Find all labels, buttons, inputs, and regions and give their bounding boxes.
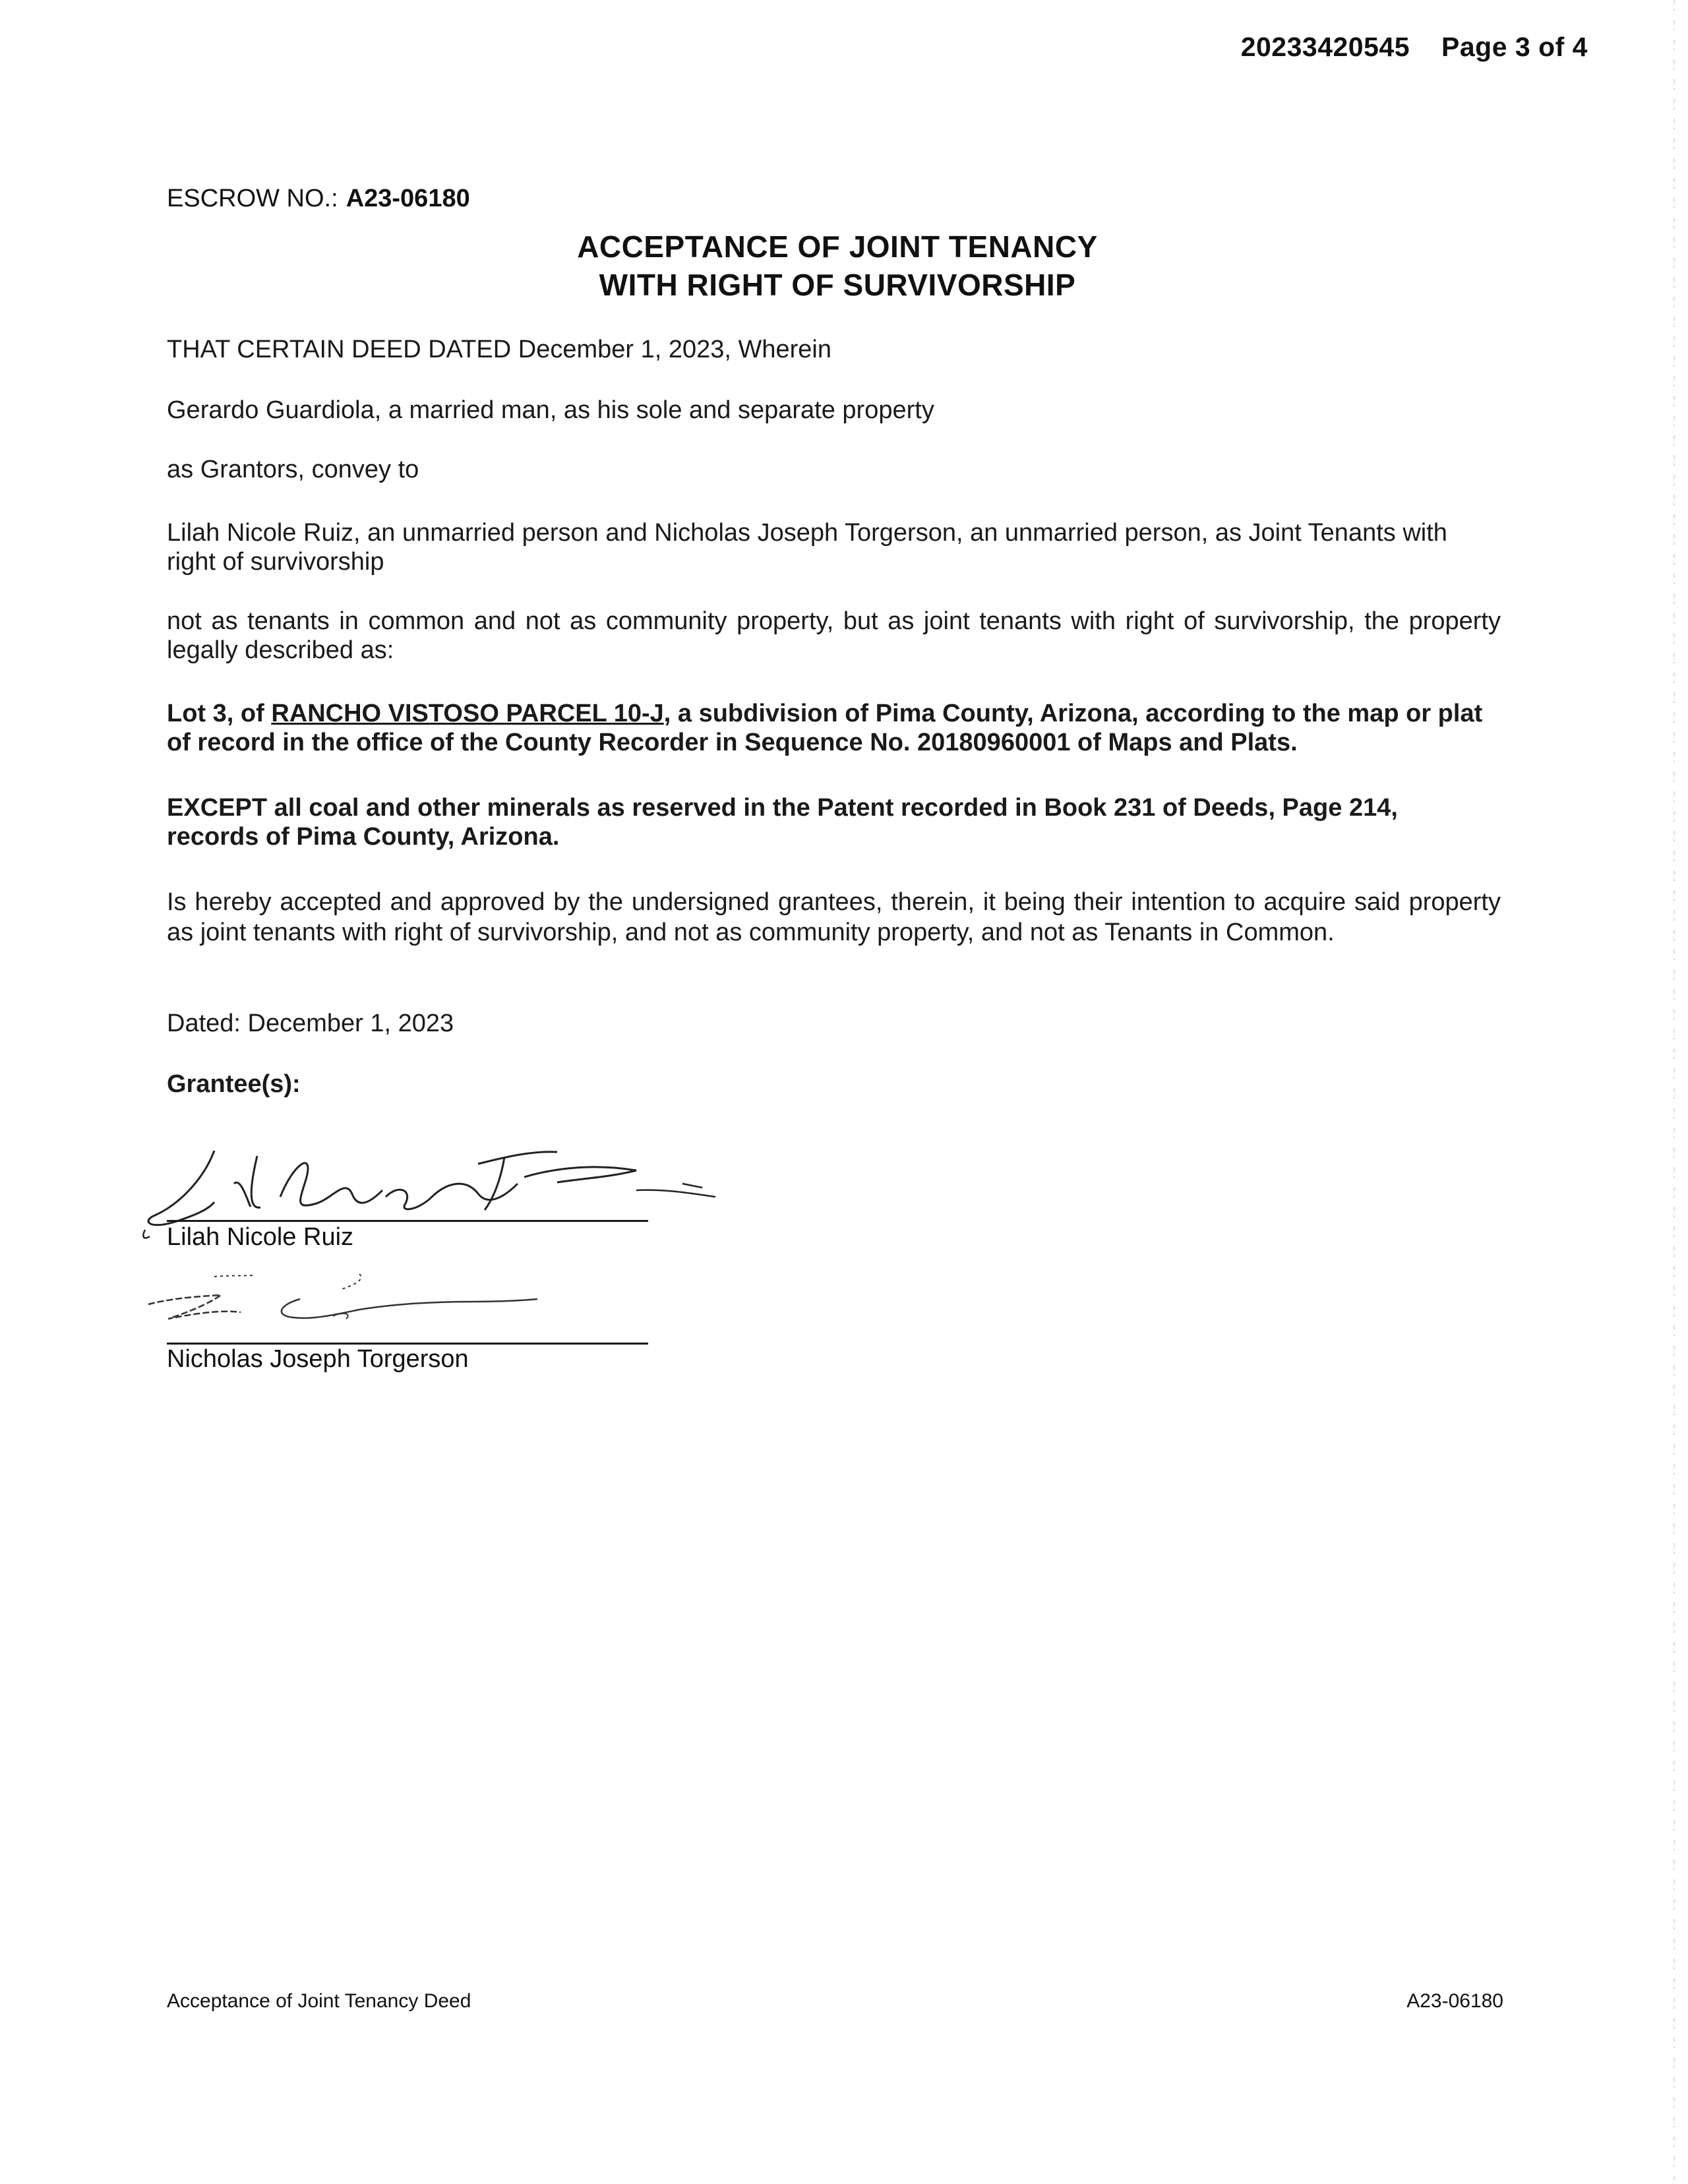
grantees-label: Grantee(s): <box>167 1070 301 1098</box>
subdivision-name: RANCHO VISTOSO PARCEL 10-J <box>271 700 664 727</box>
signature-line-1 <box>167 1220 648 1222</box>
title-line-2: WITH RIGHT OF SURVIVORSHIP <box>599 268 1076 302</box>
escrow-number <box>167 185 470 213</box>
recording-number: 20233420545 <box>1240 32 1410 62</box>
escrow-value: A23-06180 <box>346 185 470 212</box>
footer-escrow-number: A23-06180 <box>1406 1990 1503 2012</box>
except-paragraph: EXCEPT all coal and other minerals as reserved in the Patent recorded in Book 231 of Deeds, Page 214, records of Pima County, Arizona. <box>167 794 1398 851</box>
legal-suffix: , a subdivision of Pima County, Arizona, according to the map or plat of record in the office of the County Recorder in Sequence No. 20180960001 of Maps and Plats. <box>167 700 1483 756</box>
footer-document-title: Acceptance of Joint Tenancy Deed <box>167 1990 471 2012</box>
signature-nicholas-joseph-torgerson <box>142 1266 551 1339</box>
page-number: Page 3 of 4 <box>1441 32 1588 62</box>
escrow-label: ESCROW NO.: <box>167 185 338 212</box>
title-line-1: ACCEPTANCE OF JOINT TENANCY <box>577 229 1098 264</box>
deed-dated-paragraph: THAT CERTAIN DEED DATED December 1, 2023, Wherein <box>167 336 832 363</box>
grantees-paragraph: Lilah Nicole Ruiz, an unmarried person and Nicholas Joseph Torgerson, an unmarried person, as Joint Tenants with right of survivorship <box>167 519 1447 576</box>
dated-line: Dated: December 1, 2023 <box>167 1010 454 1037</box>
signature-line-2 <box>167 1343 648 1345</box>
scan-edge <box>1673 0 1675 2184</box>
signer-name-1: Lilah Nicole Ruiz <box>167 1223 354 1251</box>
grantor-paragraph: Gerardo Guardiola, a married man, as his sole and separate property <box>167 396 934 424</box>
signer-name-2: Nicholas Joseph Torgerson <box>167 1345 469 1373</box>
document-title <box>0 228 1675 304</box>
recording-header <box>1241 32 1588 63</box>
convey-paragraph: as Grantors, convey to <box>167 456 419 483</box>
legal-description-paragraph <box>167 699 1492 757</box>
not-tenants-paragraph: not as tenants in common and not as community property, but as joint tenants with right of survivorship, the property legally described as: <box>167 607 1501 664</box>
legal-prefix: Lot 3, of <box>167 700 272 727</box>
acceptance-paragraph: Is hereby accepted and approved by the undersigned grantees, therein, it being their intention to acquire said property as joint tenants with right of survivorship, and not as community property, and not as Tenants in Common. <box>167 888 1501 946</box>
